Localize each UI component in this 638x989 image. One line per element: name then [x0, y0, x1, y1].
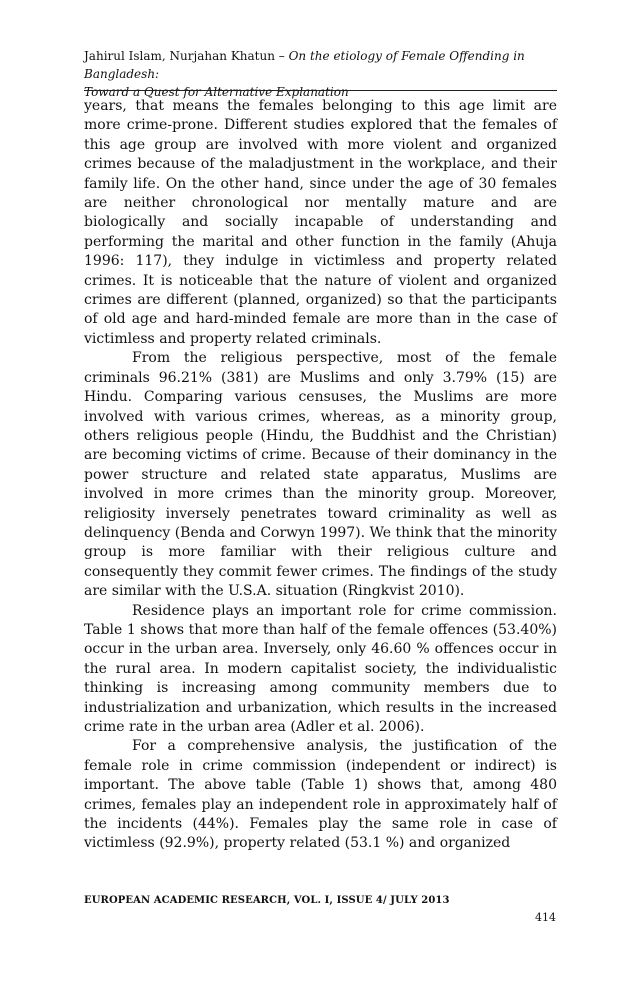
running-header: [84, 47, 564, 101]
paragraph: years, that means the females belonging to this age limit are more crime-prone. Different studies explored that the females of this age group are involved with more violent and organized crimes because of the maladjustment in the workplace, and their family life. On the other hand, since under the age of 30 females are neither chronological nor mentally mature and are biologically and socially incapable of understanding and performing the marital and other function in the family (Ahuja 1996: 117), they indulge in victimless and property related crimes. It is noticeable that the nature of violent and organized crimes are different (planned, organized) so that the participants of old age and hard-minded female are more than in the case of victimless and property related criminals.: [84, 98, 557, 347]
header-rule: [84, 90, 557, 91]
paragraph: Residence plays an important role for crime commission. Table 1 shows that more than half of the female offences (53.40%) occur in the urban area. Inversely, only 46.60 % offences occur in the rural area. In modern capitalist society, the individualistic thinking is increasing among community members due to industrialization and urbanization, which results in the increased crime rate in the urban area (Adler et al. 2006).: [84, 602, 557, 735]
header-authors: Jahirul Islam, Nurjahan Khatun –: [84, 49, 285, 63]
page-number: 414: [535, 911, 556, 924]
header-title-line2: Toward a Quest for Alternative Explanation: [84, 85, 349, 99]
journal-footer: EUROPEAN ACADEMIC RESEARCH, VOL. I, ISSUE 4/ JULY 2013: [84, 895, 450, 906]
paragraph: From the religious perspective, most of the female criminals 96.21% (381) are Muslims and only 3.79% (15) are Hindu. Comparing various censuses, the Muslims are more involved with various crimes, whereas, as a minority group, others religious people (Hindu, the Buddhist and the Christian) are becoming victims of crime. Because of their dominancy in the power structure and related state apparatus, Muslims are involved in more crimes than the minority group. Moreover, religiosity inversely penetrates toward criminality as well as delinquency (Benda and Corwyn 1997). We think that the minority group is more familiar with their religious culture and consequently they commit fewer crimes. The findings of the study are similar with the U.S.A. situation (Ringkvist 2010).: [84, 350, 557, 600]
paragraph: For a comprehensive analysis, the justification of the female role in crime commission (independent or indirect) is important. The above table (Table 1) shows that, among 480 crimes, females play an independent role in approximately half of the incidents (44%). Females play the same role in case of victimless (92.9%), property related (53.1 %) and organized: [84, 738, 557, 852]
body-text: [84, 97, 557, 854]
header-title-line1: On the etiology of Female Offending in Bangladesh:: [84, 49, 525, 81]
